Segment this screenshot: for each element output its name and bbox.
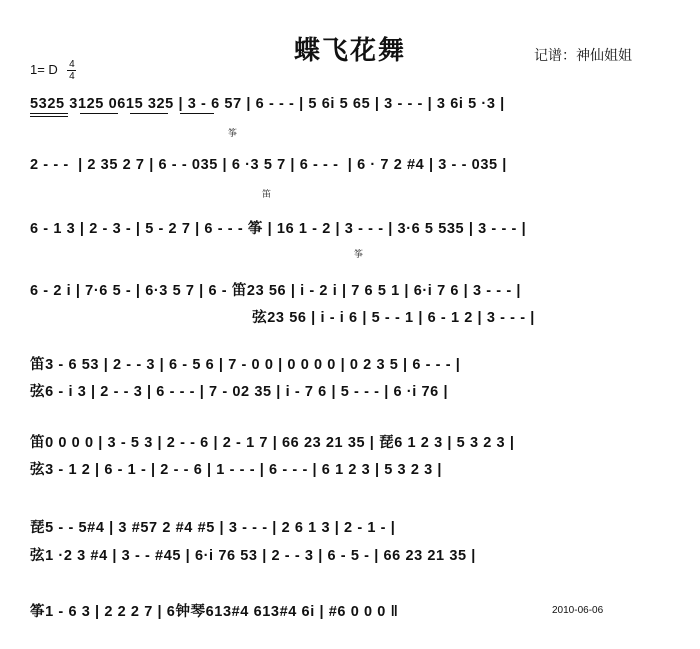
beam xyxy=(30,113,68,114)
score-line-3: 6 - 1 3 | 2 - 3 - | 5 - 2 7 | 6 - - - 筝 | 16 1 - 2 | 3 - - - | 3·6 5 535 | 3 - - - | xyxy=(30,221,527,237)
notator: 记谱：神仙姐姐 xyxy=(534,48,632,64)
score-line-4-lower: 弦23 56 | i - i 6 | 5 - - 1 | 6 - 1 2 | 3 - - - | xyxy=(30,310,535,326)
score-line-6-lower: 弦3 - 1 2 | 6 - 1 - | 2 - - 6 | 1 - - - | 6 - - - | 6 1 2 3 | 5 3 2 3 | xyxy=(30,462,443,478)
time-sig-top: 4 xyxy=(69,59,75,70)
score-line-5-upper: 笛3 - 6 53 | 2 - - 3 | 6 - 5 6 | 7 - 0 0 | 0 0 0 0 | 0 2 3 5 | 6 - - - | xyxy=(30,357,461,373)
beam xyxy=(30,116,68,117)
time-signature xyxy=(67,60,76,81)
time-sig-bottom: 4 xyxy=(69,71,75,82)
zheng-cue-2: 筝 xyxy=(354,250,364,260)
score-line-2: 2 - - - | 2 35 2 7 | 6 - - 035 | 6 ·3 5 7 | 6 - - - | 6 · 7 2 #4 | 3 - - 035 | xyxy=(30,157,507,173)
score-line-1: 5325 3125 0615 325 | 3 - 6 57 | 6 - - - | 5 6i 5 65 | 3 - - - | 3 6i 5 ·3 | xyxy=(30,96,505,112)
beam xyxy=(180,113,214,114)
score-line-5-lower: 弦6 - i 3 | 2 - - 3 | 6 - - - | 7 - 02 35 | i - 7 6 | 5 - - - | 6 ·i 76 | xyxy=(30,384,449,400)
score-line-6-upper: 笛0 0 0 0 | 3 - 5 3 | 2 - - 6 | 2 - 1 7 | 66 23 21 35 | 琵6 1 2 3 | 5 3 2 3 | xyxy=(30,435,515,451)
beam xyxy=(130,113,168,114)
score-line-7-upper: 琵5 - - 5#4 | 3 #57 2 #4 #5 | 3 - - - | 2 6 1 3 | 2 - 1 - | xyxy=(30,520,396,536)
di-cue-1: 笛 xyxy=(262,190,272,200)
score-line-4-upper: 6 - 2 i | 7·6 5 - | 6·3 5 7 | 6 - 笛23 56 | i - 2 i | 7 6 5 1 | 6·i 7 6 | 3 - - - | xyxy=(30,283,522,299)
score-line-7-lower: 弦1 ·2 3 #4 | 3 - - #45 | 6·i 76 53 | 2 - - 3 | 6 - 5 - | 66 23 21 35 | xyxy=(30,548,476,564)
key-signature xyxy=(30,60,76,81)
date-label: 2010-06-06 xyxy=(552,605,604,616)
beam xyxy=(80,113,118,114)
key-label: 1= D xyxy=(30,61,58,77)
zheng-cue-1: 筝 xyxy=(228,129,238,139)
score-line-8: 筝1 - 6 3 | 2 2 2 7 | 6钟琴613#4 613#4 6i | #6 0 0 0 ‖ xyxy=(30,604,399,620)
score-title: 蝶飞花舞 xyxy=(293,36,406,66)
